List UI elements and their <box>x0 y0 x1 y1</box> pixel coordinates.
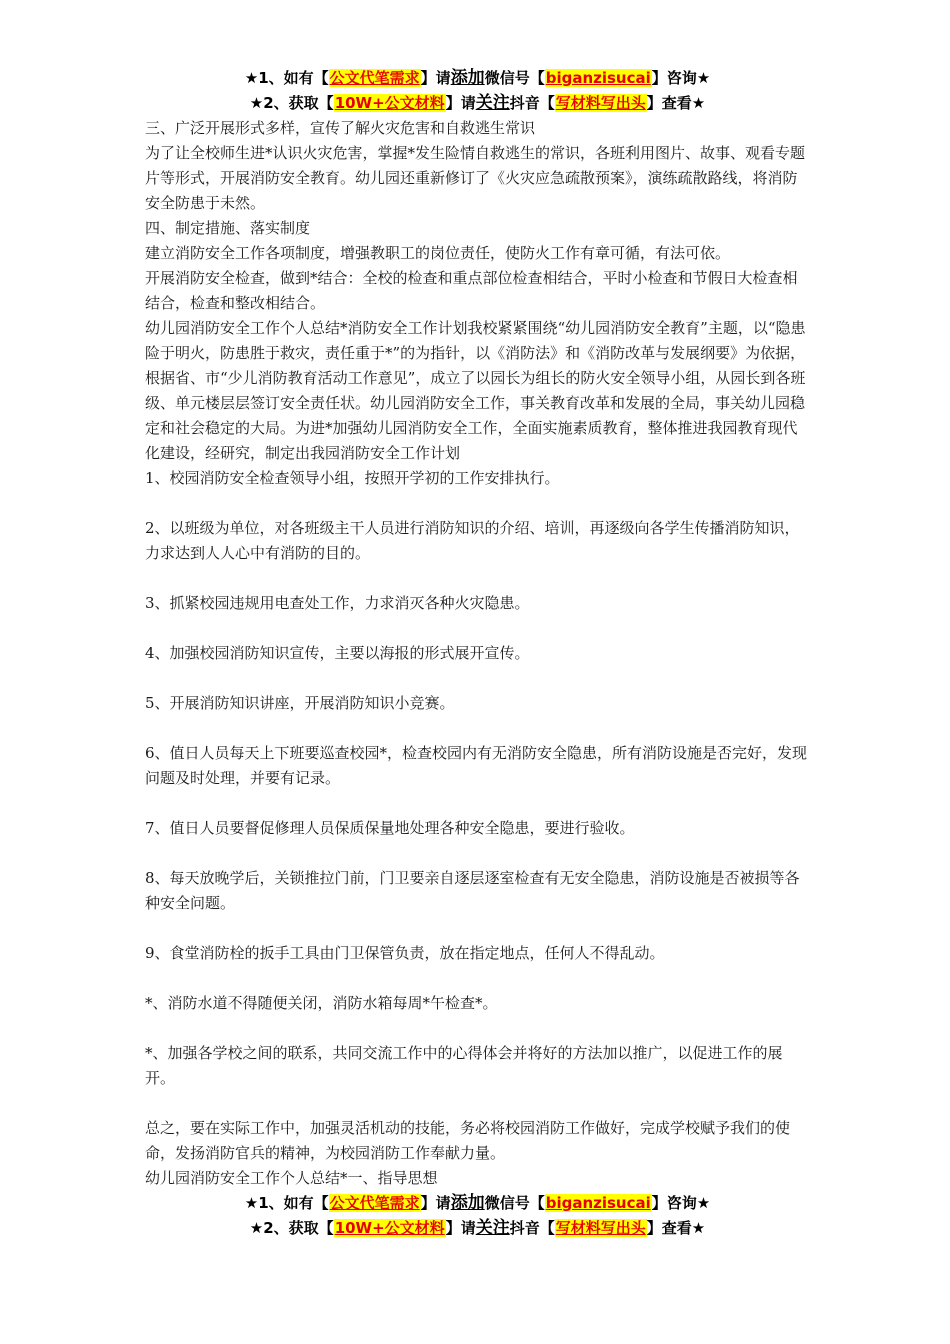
highlight-materials: 10W+公文材料 <box>334 94 445 112</box>
banner-text: 】咨询★ <box>651 69 711 87</box>
document-body <box>145 116 810 1191</box>
list-item: 3、抓紧校园违规用电查处工作，力求消灭各种火灾隐患。 <box>145 594 530 612</box>
highlight-service: 公文代笔需求 <box>329 1194 420 1212</box>
list-item: 7、值日人员要督促修理人员保质保量地处理各种安全隐患，要进行验收。 <box>145 819 635 837</box>
paragraph: 开展消防安全检查，做到*结合：全校的检查和重点部位检查相结合，平时小检查和节假日大检查相结合，检查和整改相结合。 <box>145 269 798 312</box>
list-item: 6、值日人员每天上下班要巡查校园*，检查校园内有无消防安全隐患，所有消防设施是否完好，发现问题及时处理，并要有记录。 <box>145 744 808 787</box>
banner-text: 】请 <box>420 1194 451 1212</box>
header-banner <box>145 66 810 116</box>
highlight-wechat-id: biganzisucai <box>545 69 651 87</box>
footer-banner <box>145 1191 810 1241</box>
banner-emphasis: 关注 <box>475 1218 510 1238</box>
banner-text: ★1、如有【 <box>244 1194 329 1212</box>
list-item: 1、校园消防安全检查领导小组，按照开学初的工作安排执行。 <box>145 469 560 487</box>
banner-text: 微信号【 <box>484 1194 545 1212</box>
banner-text: ★2、获取【 <box>249 94 334 112</box>
closing-line: 幼儿园消防安全工作个人总结*一、指导思想 <box>145 1169 438 1187</box>
banner-emphasis: 添加 <box>450 1193 485 1213</box>
highlight-douyin: 写材料写出头 <box>555 94 646 112</box>
paragraph: 为了让全校师生进*认识火灾危害，掌握*发生险情自救逃生的常识，各班利用图片、故事、观看专题片等形式，开展消防安全教育。幼儿园还重新修订了《火灾应急疏散预案》，演练疏散路线，将消防安全防患于未然。 <box>145 144 806 212</box>
banner-line-2 <box>145 1216 810 1241</box>
section-heading: 四、制定措施、落实制度 <box>145 219 311 237</box>
banner-text: ★2、获取【 <box>249 1219 334 1237</box>
banner-text: 】查看★ <box>646 94 706 112</box>
list-item: 9、食堂消防栓的扳手工具由门卫保管负责，放在指定地点，任何人不得乱动。 <box>145 944 665 962</box>
banner-text: 抖音【 <box>509 94 555 112</box>
banner-line-2 <box>145 91 810 116</box>
list-item: 8、每天放晚学后，关锁推拉门前，门卫要亲自逐层逐室检查有无安全隐患，消防设施是否被损等各种安全问题。 <box>145 869 800 912</box>
banner-text: 抖音【 <box>509 1219 555 1237</box>
list-item: *、消防水道不得随便关闭，消防水箱每周*午检查*。 <box>145 994 498 1012</box>
banner-text: 】咨询★ <box>651 1194 711 1212</box>
banner-text: 微信号【 <box>484 69 545 87</box>
paragraph: 幼儿园消防安全工作个人总结*消防安全工作计划我校紧紧围绕“幼儿园消防安全教育”主题，以“隐患险于明火，防患胜于救灾，责任重于*”的为指针，以《消防法》和《消防改革与发展纲要》为依据，根据省、市“少儿消防教育活动工作意见”，成立了以园长为组长的防火安全领导小组，从园长到各班级、单元楼层层签订安全责任状。幼儿园消防安全工作，事关教育改革和发展的全局，事关幼儿园稳定和社会稳定的大局。为进*加强幼儿园消防安全工作，全面实施素质教育，整体推进我园教育现代化建设，经研究，制定出我园消防安全工作计划 <box>145 319 806 462</box>
highlight-douyin: 写材料写出头 <box>555 1219 646 1237</box>
banner-text: 】请 <box>445 1219 476 1237</box>
banner-line-1 <box>145 1191 810 1216</box>
highlight-materials: 10W+公文材料 <box>334 1219 445 1237</box>
list-item: 2、以班级为单位，对各班级主干人员进行消防知识的介绍、培训，再逐级向各学生传播消防知识，力求达到人人心中有消防的目的。 <box>145 519 800 562</box>
list-item: 5、开展消防知识讲座，开展消防知识小竞赛。 <box>145 694 455 712</box>
banner-line-1 <box>145 66 810 91</box>
highlight-service: 公文代笔需求 <box>329 69 420 87</box>
banner-text: 】请 <box>445 94 476 112</box>
highlight-wechat-id: biganzisucai <box>545 1194 651 1212</box>
summary-paragraph: 总之，要在实际工作中，加强灵活机动的技能，务必将校园消防工作做好，完成学校赋予我们的使命，发扬消防官兵的精神，为校园消防工作奉献力量。 <box>145 1119 791 1162</box>
banner-text: ★1、如有【 <box>244 69 329 87</box>
paragraph: 建立消防安全工作各项制度，增强教职工的岗位责任，使防火工作有章可循，有法可依。 <box>145 244 731 262</box>
banner-text: 】请 <box>420 69 451 87</box>
banner-emphasis: 关注 <box>475 93 510 113</box>
list-item: *、加强各学校之间的联系，共同交流工作中的心得体会并将好的方法加以推广，以促进工作的展开。 <box>145 1044 783 1087</box>
banner-emphasis: 添加 <box>450 68 485 88</box>
list-item: 4、加强校园消防知识宣传，主要以海报的形式展开宣传。 <box>145 644 530 662</box>
banner-text: 】查看★ <box>646 1219 706 1237</box>
section-heading: 三、广泛开展形式多样，宣传了解火灾危害和自救逃生常识 <box>145 119 536 137</box>
